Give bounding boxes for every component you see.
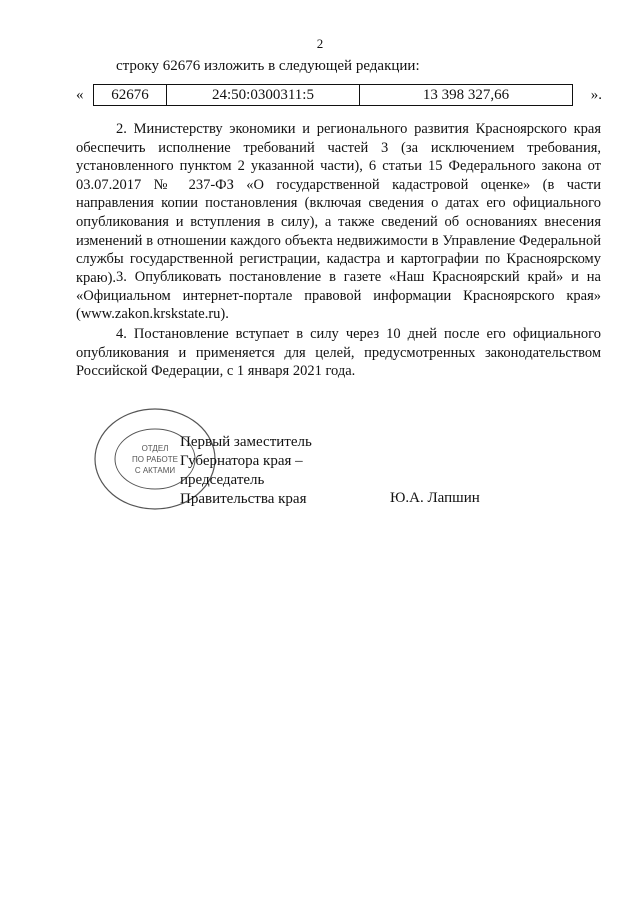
open-quote: « [76, 87, 84, 103]
table-cell-cadastral-id: 24:50:0300311:5 [167, 85, 360, 106]
stamp-line-3: С АКТАМИ [134, 466, 176, 475]
signature-line: председатель [180, 472, 265, 488]
paragraph-3 [76, 268, 601, 324]
paragraph-text: 4. Постановление вступает в силу через 10 дней после его официального опубликования и применяется для целей, предусмотренных законодательством Российской Федерации, с 1 января 2021 года. [76, 326, 601, 380]
table-cell-number: 62676 [94, 85, 167, 106]
paragraph-text: 3. Опубликовать постановление в газете «Наш Красноярский край» и на «Официальном интернет-портале правовой информации Красноярского края» (www.zakon.krskstate.ru). [76, 269, 601, 323]
intro-line: строку 62676 изложить в следующей редакции: [116, 58, 420, 74]
signature-block [180, 433, 312, 509]
stamp-line-2: ПО РАБОТЕ [132, 455, 178, 464]
stamp-line-1: ОТДЕЛ [141, 444, 169, 453]
paragraph-2 [76, 120, 601, 287]
page-number: 2 [316, 36, 324, 51]
table-cell-value: 13 398 327,66 [360, 85, 573, 106]
table-row [94, 85, 573, 106]
cadastral-row [76, 84, 602, 108]
paragraph-text: 2. Министерству экономики и регионального развития Красноярского края обеспечить исполнение требований частей 3 (за исключением требования, установленного пунктом 2 указанной части), 6 статьи 15 Федерального закона от 03.07.2017 № 237-ФЗ «О государственной кадастровой оценке» (в части направления копии постановления (включая сведения о датах его официального опубликования и вступления в силу), а также сведений об основаниях внесения изменений в отношении каждого объекта недвижимости в Управление Федеральной службы государственной регистрации, кадастра и картографии по Красноярскому краю). [76, 121, 601, 286]
paragraph-4 [76, 325, 601, 381]
cadastral-table [93, 84, 573, 106]
signature-line: Губернатора края – [180, 453, 303, 469]
close-quote: ». [590, 87, 602, 103]
signatory-name: Ю.А. Лапшин [390, 490, 480, 506]
signature-line: Первый заместитель [180, 434, 312, 450]
signature-line: Правительства края [180, 491, 307, 507]
